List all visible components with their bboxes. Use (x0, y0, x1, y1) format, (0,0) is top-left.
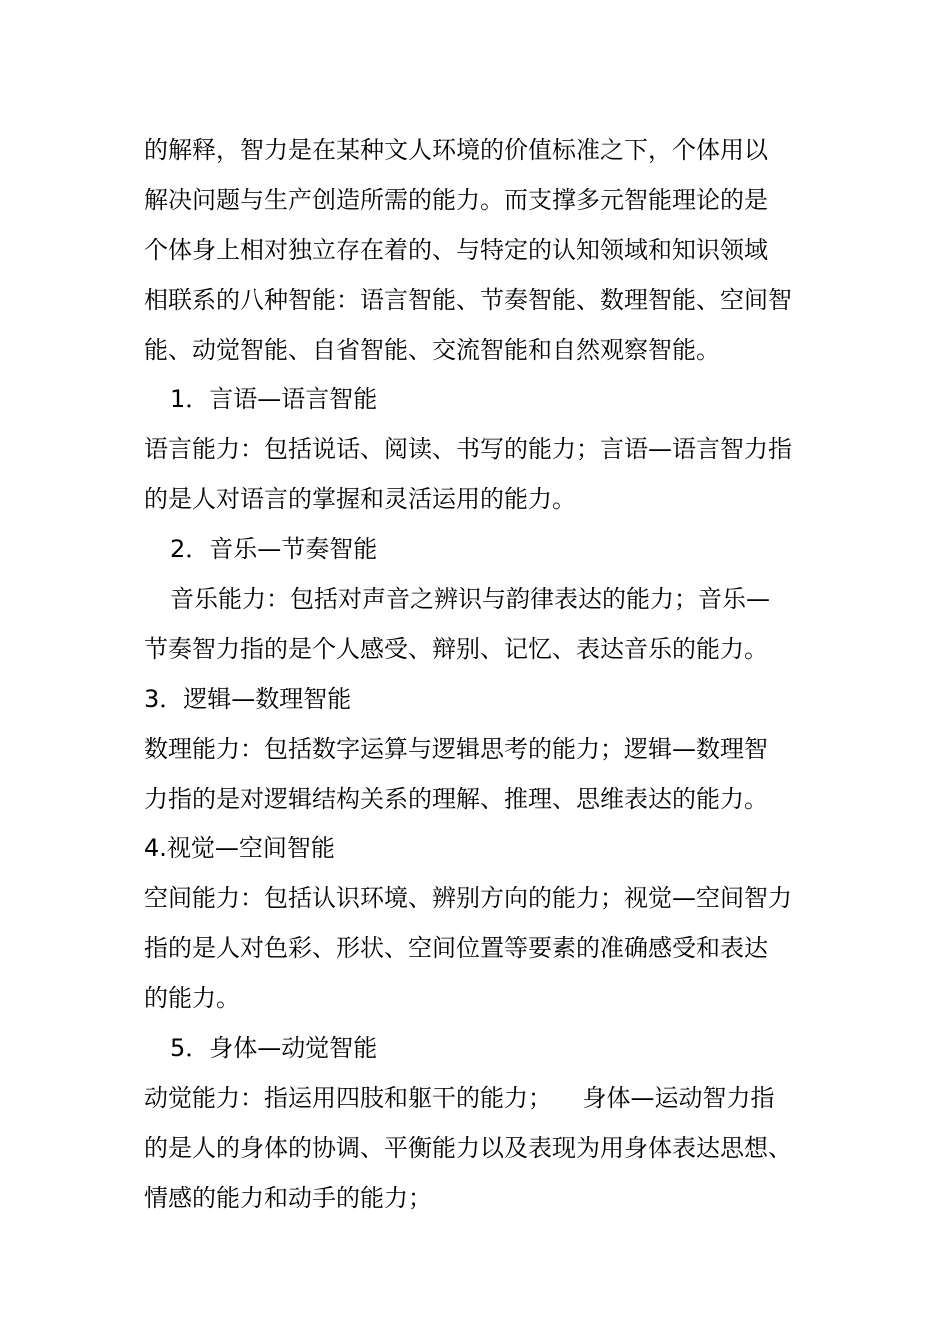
text-line: 的是人对语言的掌握和灵活运用的能力。 (144, 485, 576, 514)
text-line: 指的是人对色彩、形状、空间位置等要素的准确感受和表达 (144, 934, 768, 963)
text-line: 的解释，智力是在某种文人环境的价值标准之下，个体用以 (144, 136, 768, 164)
section-heading-2: 2．音乐—节奏智能 (170, 535, 378, 564)
text-line: 解决问题与生产创造所需的能力。而支撑多元智能理论的是 (144, 185, 768, 214)
text-line: 数理能力：包括数字运算与逻辑思考的能力；逻辑—数理智 (144, 734, 768, 763)
text-line: 力指的是对逻辑结构关系的理解、推理、思维表达的能力。 (144, 784, 768, 813)
section-heading-5: 5．身体—动觉智能 (170, 1034, 378, 1063)
text-line: 相联系的八种智能：语言智能、节奏智能、数理智能、空间智 (144, 285, 792, 314)
section-heading-4: 4.视觉—空间智能 (144, 834, 335, 863)
text-line: 空间能力：包括认识环境、辨别方向的能力；视觉—空间智力 (144, 884, 792, 913)
text-line: 的是人的身体的协调、平衡能力以及表现为用身体表达思想、 (144, 1133, 792, 1162)
text-line: 能、动觉智能、自省智能、交流智能和自然观察智能。 (144, 335, 720, 364)
text-line: 个体身上相对独立存在着的、与特定的认知领域和知识领域 (144, 235, 768, 264)
text-line: 的能力。 (144, 984, 240, 1013)
text-line: 节奏智力指的是个人感受、辩别、记忆、表达音乐的能力。 (144, 634, 768, 663)
section-heading-1: 1．言语—语言智能 (170, 385, 378, 414)
text-line: 动觉能力：指运用四肢和躯干的能力； 身体—运动智力指 (144, 1083, 775, 1112)
body-text (144, 126, 844, 1224)
text-line: 语言能力：包括说话、阅读、书写的能力；言语—语言智力指 (144, 435, 792, 464)
section-heading-3: 3．逻辑—数理智能 (144, 684, 352, 713)
text-line: 情感的能力和动手的能力； (144, 1183, 432, 1212)
text-line: 音乐能力：包括对声音之辨识与韵律表达的能力；音乐— (170, 585, 770, 614)
